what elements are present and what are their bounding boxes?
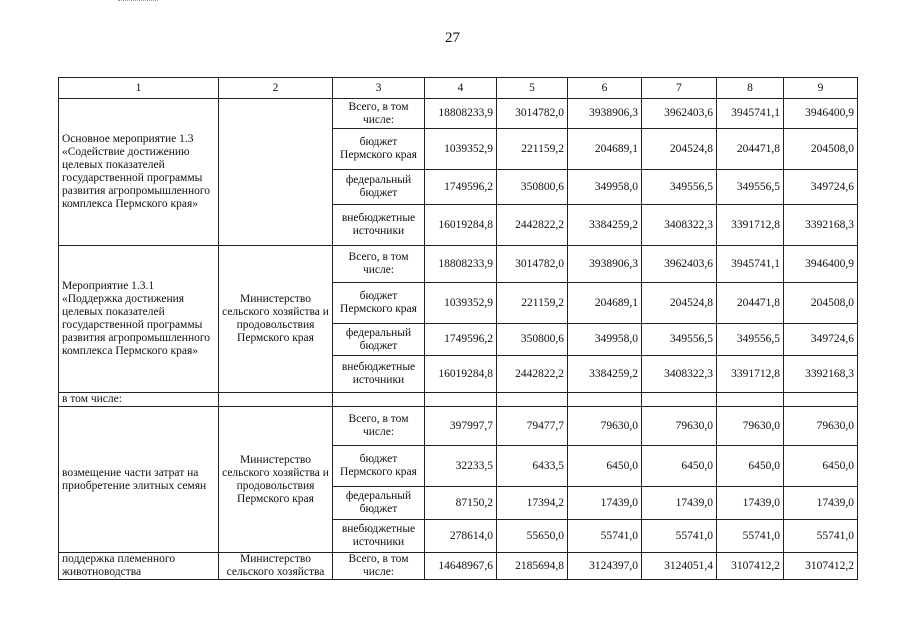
value-cell: 204508,0 <box>784 283 858 324</box>
value-cell: 3107412,2 <box>784 553 858 580</box>
funding-source: внебюджетные источники <box>333 520 425 553</box>
value-cell: 3938906,3 <box>568 246 642 283</box>
header-row <box>59 78 858 99</box>
value-cell: 3946400,9 <box>784 246 858 283</box>
table-row <box>59 553 858 580</box>
responsible-executor: Министерство сельского хозяйства и продовольствия Пермского края <box>219 407 333 553</box>
value-cell: 87150,2 <box>425 487 497 520</box>
value-cell: 349556,5 <box>717 170 784 205</box>
empty-cell <box>568 393 642 407</box>
funding-source: Всего, в том числе: <box>333 99 425 129</box>
value-cell: 204524,8 <box>642 283 717 324</box>
value-cell: 16019284,8 <box>425 205 497 246</box>
funding-source: Всего, в том числе: <box>333 553 425 580</box>
value-cell: 55741,0 <box>784 520 858 553</box>
activity-name: Мероприятие 1.3.1 «Поддержка достижения целевых показателей государственной программы развития агропромышленного комплекса Пермского края» <box>59 246 219 393</box>
value-cell: 3391712,8 <box>717 205 784 246</box>
empty-cell <box>425 393 497 407</box>
value-cell: 3962403,6 <box>642 99 717 129</box>
value-cell: 1749596,2 <box>425 324 497 356</box>
funding-source: внебюджетные источники <box>333 356 425 393</box>
value-cell: 204524,8 <box>642 129 717 170</box>
activity-name: возмещение части затрат на приобретение элитных семян <box>59 407 219 553</box>
value-cell: 6450,0 <box>568 446 642 487</box>
value-cell: 18808233,9 <box>425 246 497 283</box>
value-cell: 2442822,2 <box>497 356 568 393</box>
funding-source: федеральный бюджет <box>333 324 425 356</box>
value-cell: 6433,5 <box>497 446 568 487</box>
table-row <box>59 99 858 129</box>
value-cell: 79630,0 <box>784 407 858 446</box>
value-cell: 349556,5 <box>717 324 784 356</box>
empty-cell <box>717 393 784 407</box>
value-cell: 79477,7 <box>497 407 568 446</box>
value-cell: 3945741,1 <box>717 246 784 283</box>
empty-cell <box>642 393 717 407</box>
value-cell: 79630,0 <box>717 407 784 446</box>
header-cell: 3 <box>333 78 425 99</box>
value-cell: 3962403,6 <box>642 246 717 283</box>
value-cell: 3014782,0 <box>497 246 568 283</box>
header-cell: 1 <box>59 78 219 99</box>
value-cell: 55650,0 <box>497 520 568 553</box>
responsible-executor: Министерство сельского хозяйства <box>219 553 333 580</box>
value-cell: 350800,6 <box>497 324 568 356</box>
value-cell: 17439,0 <box>717 487 784 520</box>
funding-source: Всего, в том числе: <box>333 246 425 283</box>
funding-source: внебюджетные источники <box>333 205 425 246</box>
value-cell: 3014782,0 <box>497 99 568 129</box>
funding-source: бюджет Пермского края <box>333 446 425 487</box>
value-cell: 204689,1 <box>568 283 642 324</box>
value-cell: 1039352,9 <box>425 129 497 170</box>
value-cell: 204471,8 <box>717 129 784 170</box>
empty-cell <box>784 393 858 407</box>
value-cell: 3408322,3 <box>642 205 717 246</box>
value-cell: 18808233,9 <box>425 99 497 129</box>
budget-table <box>58 77 858 580</box>
header-cell: 4 <box>425 78 497 99</box>
value-cell: 221159,2 <box>497 129 568 170</box>
empty-cell <box>333 393 425 407</box>
value-cell: 17439,0 <box>568 487 642 520</box>
scan-artifact <box>118 0 158 3</box>
value-cell: 1039352,9 <box>425 283 497 324</box>
page-number: 27 <box>445 30 460 46</box>
value-cell: 17394,2 <box>497 487 568 520</box>
value-cell: 55741,0 <box>568 520 642 553</box>
empty-cell <box>497 393 568 407</box>
header-cell: 8 <box>717 78 784 99</box>
header-cell: 9 <box>784 78 858 99</box>
value-cell: 204471,8 <box>717 283 784 324</box>
value-cell: 1749596,2 <box>425 170 497 205</box>
header-cell: 6 <box>568 78 642 99</box>
table-row <box>59 393 858 407</box>
value-cell: 55741,0 <box>717 520 784 553</box>
value-cell: 79630,0 <box>568 407 642 446</box>
activity-name: поддержка племенного животноводства <box>59 553 219 580</box>
value-cell: 79630,0 <box>642 407 717 446</box>
value-cell: 55741,0 <box>642 520 717 553</box>
responsible-executor <box>219 99 333 246</box>
including-label: в том числе: <box>59 393 219 407</box>
table-row <box>59 407 858 446</box>
value-cell: 3946400,9 <box>784 99 858 129</box>
value-cell: 204689,1 <box>568 129 642 170</box>
value-cell: 6450,0 <box>717 446 784 487</box>
value-cell: 6450,0 <box>784 446 858 487</box>
value-cell: 3384259,2 <box>568 356 642 393</box>
table-row <box>59 246 858 283</box>
funding-source: бюджет Пермского края <box>333 283 425 324</box>
value-cell: 3391712,8 <box>717 356 784 393</box>
value-cell: 2442822,2 <box>497 205 568 246</box>
value-cell: 349556,5 <box>642 324 717 356</box>
funding-source: бюджет Пермского края <box>333 129 425 170</box>
value-cell: 17439,0 <box>784 487 858 520</box>
value-cell: 3938906,3 <box>568 99 642 129</box>
value-cell: 3392168,3 <box>784 356 858 393</box>
value-cell: 349724,6 <box>784 324 858 356</box>
value-cell: 3124397,0 <box>568 553 642 580</box>
value-cell: 278614,0 <box>425 520 497 553</box>
value-cell: 349958,0 <box>568 324 642 356</box>
value-cell: 349556,5 <box>642 170 717 205</box>
value-cell: 17439,0 <box>642 487 717 520</box>
value-cell: 3107412,2 <box>717 553 784 580</box>
value-cell: 32233,5 <box>425 446 497 487</box>
value-cell: 3408322,3 <box>642 356 717 393</box>
value-cell: 397997,7 <box>425 407 497 446</box>
funding-source: федеральный бюджет <box>333 170 425 205</box>
funding-source: федеральный бюджет <box>333 487 425 520</box>
header-cell: 5 <box>497 78 568 99</box>
value-cell: 204508,0 <box>784 129 858 170</box>
value-cell: 14648967,6 <box>425 553 497 580</box>
value-cell: 349724,6 <box>784 170 858 205</box>
responsible-executor: Министерство сельского хозяйства и продовольствия Пермского края <box>219 246 333 393</box>
header-cell: 2 <box>219 78 333 99</box>
value-cell: 16019284,8 <box>425 356 497 393</box>
value-cell: 2185694,8 <box>497 553 568 580</box>
funding-source: Всего, в том числе: <box>333 407 425 446</box>
header-cell: 7 <box>642 78 717 99</box>
value-cell: 6450,0 <box>642 446 717 487</box>
empty-cell <box>219 393 333 407</box>
value-cell: 221159,2 <box>497 283 568 324</box>
value-cell: 3384259,2 <box>568 205 642 246</box>
value-cell: 3124051,4 <box>642 553 717 580</box>
value-cell: 350800,6 <box>497 170 568 205</box>
value-cell: 3392168,3 <box>784 205 858 246</box>
value-cell: 3945741,1 <box>717 99 784 129</box>
activity-name: Основное мероприятие 1.3 «Содействие достижению целевых показателей государственной программы развития агропромышленного комплекса Пермского края» <box>59 99 219 246</box>
value-cell: 349958,0 <box>568 170 642 205</box>
